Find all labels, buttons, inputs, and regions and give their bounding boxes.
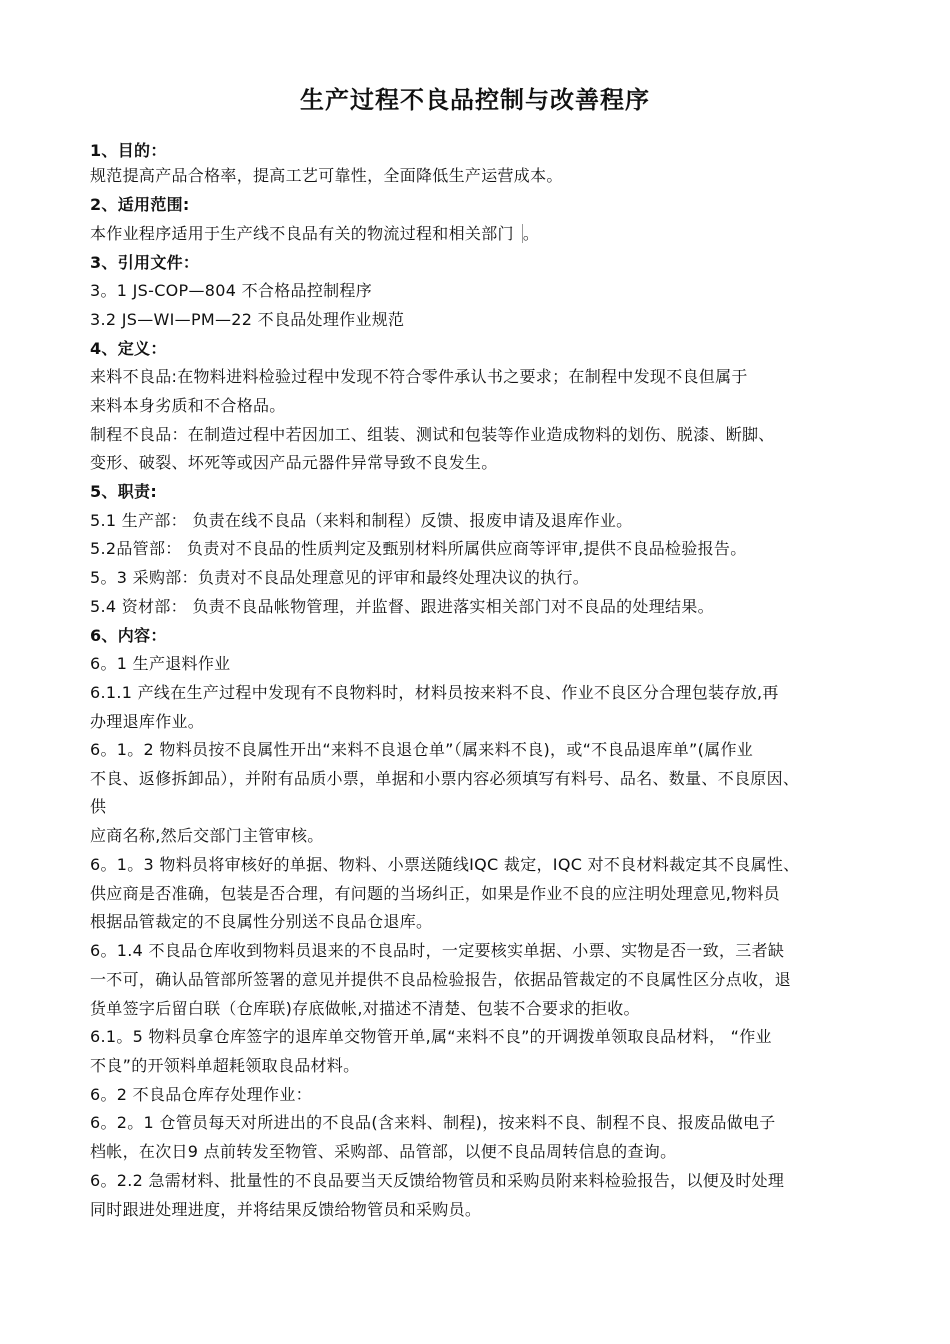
body-line: 6。2.2 急需材料、批量性的不良品要当天反馈给物管员和采购员附来料检验报告，以便及时处理 — [90, 1171, 785, 1190]
body-line: 来料本身劣质和不合格品。 — [90, 396, 286, 415]
body-line: 3.2 JS—WI—PM—22 不良品处理作业规范 — [90, 310, 405, 329]
body-line: 6。1。2 物料员按不良属性开出“来料不良退仓单”（属来料不良)，或“不良品退库单”(属作业 — [90, 740, 754, 759]
body-line: 办理退库作业。 — [90, 712, 205, 731]
body-line: 规范提高产品合格率，提高工艺可靠性，全面降低生产运营成本。 — [90, 166, 563, 185]
body-line: 6。1.4 不良品仓库收到物料员退来的不良品时，一定要核实单据、小票、实物是否一致，三者缺 — [90, 941, 785, 960]
body-line: 6。1 生产退料作业 — [90, 654, 231, 673]
body-line — [90, 224, 539, 244]
scope-suffix: 。 — [522, 224, 540, 243]
section-heading: 5、职责: — [90, 482, 158, 501]
document-title: 生产过程不良品控制与改善程序 — [300, 86, 650, 114]
body-line: 来料不良品:在物料进料检验过程中发现不符合零件承认书之要求；在制程中发现不良但属于 — [90, 367, 748, 386]
section-heading: 3、引用文件： — [90, 253, 200, 272]
body-line: 3。1 JS-COP—804 不合格品控制程序 — [90, 281, 373, 300]
section-heading: 6、内容： — [90, 626, 167, 645]
body-line: 供 — [90, 797, 107, 816]
body-line: 一不可，确认品管部所签署的意见并提供不良品检验报告，依据品管裁定的不良属性区分点收，退 — [90, 970, 791, 989]
body-line: 6.1.1 产线在生产过程中发现有不良物料时，材料员按来料不良、作业不良区分合理包装存放,再 — [90, 683, 779, 702]
body-line: 不良”的开领料单超耗领取良品材料。 — [90, 1056, 360, 1075]
section-heading: 2、适用范围: — [90, 195, 190, 214]
body-line: 5.4 资材部： 负责不良品帐物管理，并监督、跟进落实相关部门对不良品的处理结果。 — [90, 597, 714, 616]
body-line: 5。3 采购部：负责对不良品处理意见的评审和最终处理决议的执行。 — [90, 568, 590, 587]
section-heading: 4、定义： — [90, 339, 167, 358]
body-line: 应商名称,然后交部门主管审核。 — [90, 826, 324, 845]
body-line: 变形、破裂、坏死等或因产品元器件异常导致不良发生。 — [90, 453, 498, 472]
body-line: 5.1 生产部： 负责在线不良品（来料和制程）反馈、报废申请及退库作业。 — [90, 511, 633, 530]
body-line: 货单签字后留白联（仓库联)存底做帐,对描述不清楚、包装不合要求的拒收。 — [90, 999, 640, 1018]
body-line: 5.2品管部： 负责对不良品的性质判定及甄别材料所属供应商等评审,提供不良品检验报告。 — [90, 539, 747, 558]
body-line: 6.1。5 物料员拿仓库签字的退库单交物管开单,属“来料不良”的开调拨单领取良品材料， “作业 — [90, 1027, 772, 1046]
body-line: 制程不良品：在制造过程中若因加工、组装、测试和包装等作业造成物料的划伤、脱漆、断脚、 — [90, 425, 775, 444]
body-line: 根据品管裁定的不良属性分别送不良品仓退库。 — [90, 912, 433, 931]
body-line: 6。1。3 物料员将审核好的单据、物料、小票送随线IQC 裁定，IQC 对不良材料裁定其不良属性、 — [90, 855, 800, 874]
body-line: 6。2。1 仓管员每天对所进出的不良品(含来料、制程)，按来料不良、制程不良、报废品做电子 — [90, 1113, 776, 1132]
scope-text: 本作业程序适用于生产线不良品有关的物流过程和相关部门 — [90, 224, 523, 243]
body-line: 档帐，在次日9 点前转发至物管、采购部、品管部，以便不良品周转信息的查询。 — [90, 1142, 677, 1161]
body-line: 同时跟进处理进度，并将结果反馈给物管员和采购员。 — [90, 1200, 482, 1219]
body-line: 供应商是否准确，包装是否合理，有问题的当场纠正，如果是作业不良的应注明处理意见,物料员 — [90, 884, 780, 903]
section-heading: 1、目的： — [90, 141, 167, 160]
body-line: 6。2 不良品仓库存处理作业： — [90, 1085, 312, 1104]
body-line: 不良、返修拆卸品），并附有品质小票，单据和小票内容必须填写有料号、品名、数量、不良原因、 — [90, 769, 800, 788]
